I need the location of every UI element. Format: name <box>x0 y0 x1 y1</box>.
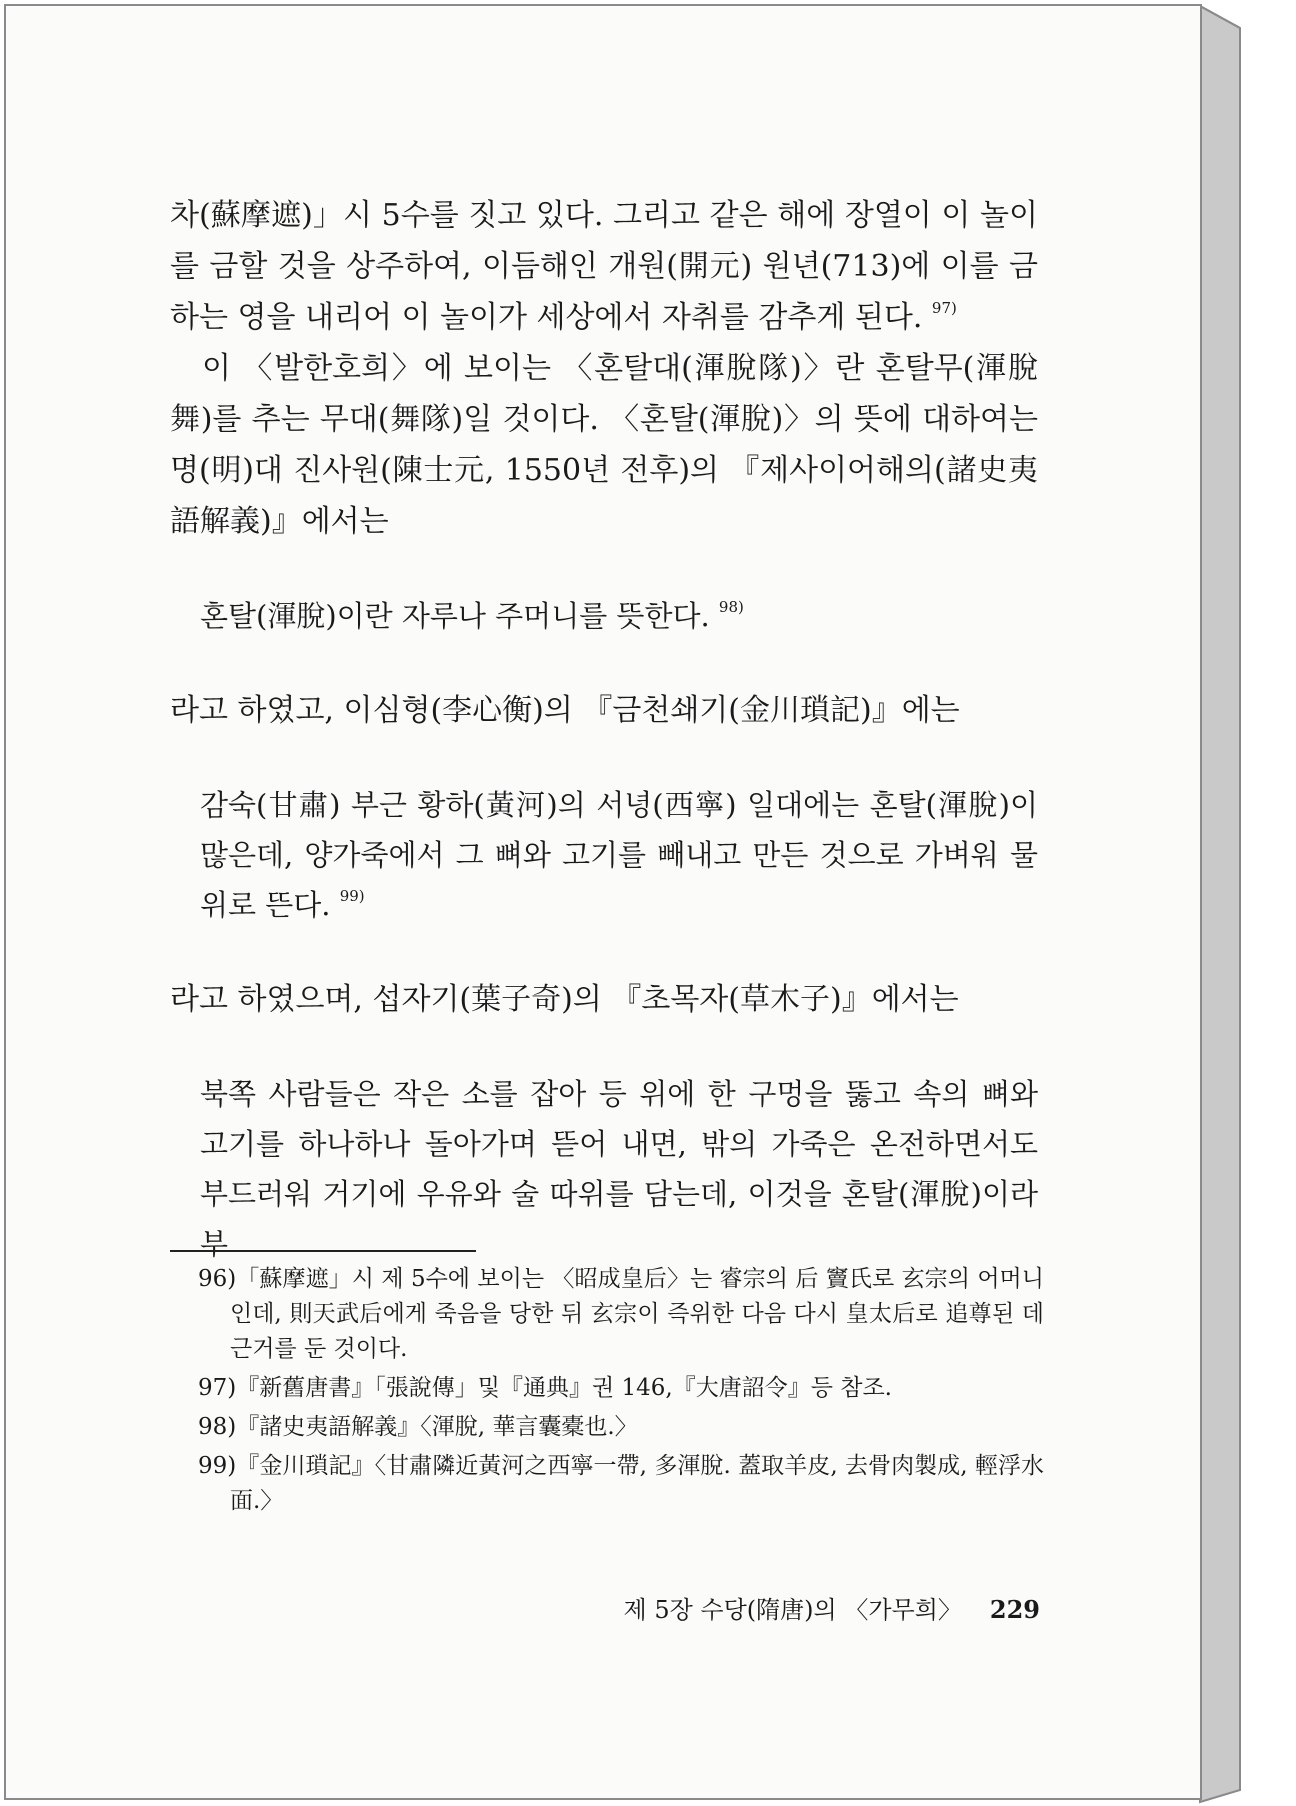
page-body <box>170 190 1038 1269</box>
page-number: 229 <box>989 1595 1040 1624</box>
footnote-99: 99)『金川瑣記』〈甘肅隣近黃河之西寧一帶, 多渾脫. 蓋取羊皮, 去骨肉製成, 輕浮水面.〉 <box>198 1453 1044 1514</box>
footnote-98: 98)『諸史夷語解義』〈渾脫, 華言囊橐也.〉 <box>198 1414 638 1440</box>
paragraph-3: 라고 하였고, 이심형(李心衡)의 『금천쇄기(金川瑣記)』에는 <box>170 693 960 728</box>
running-footer <box>560 1590 1040 1625</box>
footnote-ref-98: 98) <box>718 598 744 616</box>
footnote-96: 96)「蘇摩遮」시 제 5수에 보이는 〈昭成皇后〉는 睿宗의 后 竇氏로 玄宗의 어머니인데, 則天武后에게 죽음을 당한 뒤 玄宗이 즉위한 다음 다시 皇太后로 追尊된 데 근거를 둔 것이다. <box>198 1266 1044 1362</box>
chapter-title: 제 5장 수당(隋唐)의 〈가무희〉 <box>623 1596 962 1624</box>
footnote-ref-97: 97) <box>931 299 957 317</box>
paragraph-2: 이 〈발한호희〉에 보이는 〈혼탈대(渾脫隊)〉란 혼탈무(渾脫舞)를 추는 무대(舞隊)일 것이다. 〈혼탈(渾脫)〉의 뜻에 대하여는 명(明)대 진사원(陳士元, 1550년 전후)의 『제사이어해의(諸史夷語解義)』에서는 <box>170 351 1038 539</box>
footnote-divider <box>170 1250 476 1252</box>
paragraph-4: 라고 하였으며, 섭자기(葉子奇)의 『초목자(草木子)』에서는 <box>170 982 959 1017</box>
footnote-97: 97)『新舊唐書』「張說傳」및『通典』권 146,『大唐詔令』등 참조. <box>198 1375 892 1401</box>
block-quote-3: 북쪽 사람들은 작은 소를 잡아 등 위에 한 구멍을 뚫고 속의 뼈와 고기를 하나하나 돌아가며 뜯어 내면, 밖의 가죽은 온전하면서도 부드러워 거기에 우유와 술 따위를 담는데, 이것을 혼탈(渾脫)이라 부 <box>200 1077 1038 1261</box>
paragraph-1: 차(蘇摩遮)」시 5수를 짓고 있다. 그리고 같은 해에 장열이 이 놀이를 금할 것을 상주하여, 이듬해인 개원(開元) 원년(713)에 이를 금하는 영을 내리어 이 놀이가 세상에서 자취를 감추게 된다. $^{97)}$ <box>170 198 1038 335</box>
block-quote-1: 혼탈(渾脫)이란 자루나 주머니를 뜻한다. $^{98)}$ <box>200 598 744 633</box>
block-quote-2: 감숙(甘肅) 부근 황하(黃河)의 서녕(西寧) 일대에는 혼탈(渾脫)이 많은데, 양가죽에서 그 뼈와 고기를 빼내고 만든 것으로 가벼워 물 위로 뜬다. $^{99)}$ <box>200 788 1038 922</box>
footnote-ref-99: 99) <box>339 887 365 905</box>
footnotes <box>198 1262 1044 1523</box>
